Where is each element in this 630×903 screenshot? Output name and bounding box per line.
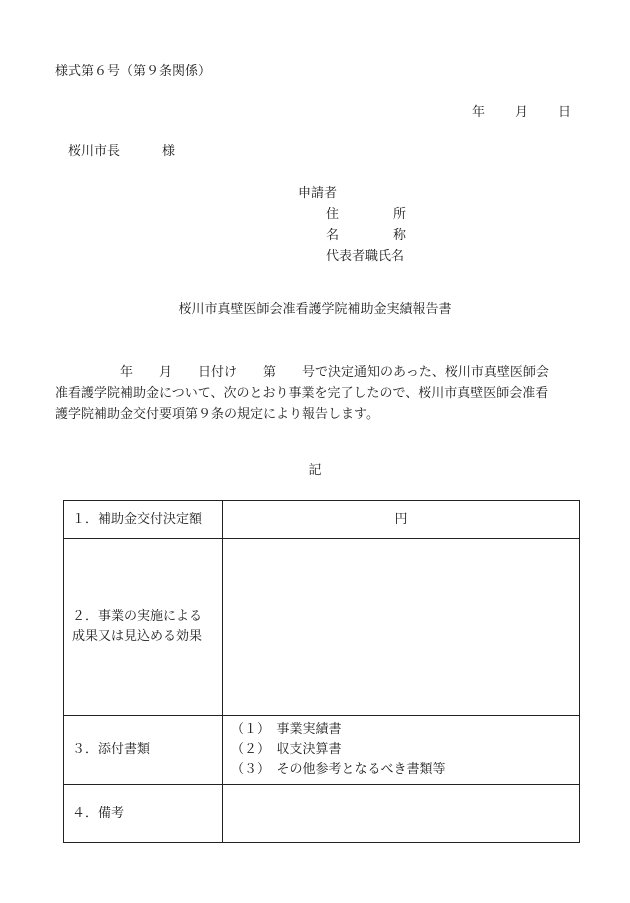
body-line-3: 護学院補助金交付要項第９条の規定により報告します。 (55, 407, 379, 422)
attachment-item: （３） その他参考となるべき書類等 (231, 762, 446, 777)
amount-value: 円 (223, 501, 580, 539)
ki-heading: 記 (308, 463, 322, 478)
effects-value (223, 539, 580, 716)
attachments-label: ３．添付書類 (64, 716, 223, 785)
table-row (64, 501, 580, 539)
addressee-honorific: 様 (162, 144, 176, 159)
form-number: 様式第６号（第９条関係） (55, 64, 212, 79)
date-year: 年 (472, 105, 486, 120)
table-row (64, 785, 580, 843)
table-row (64, 716, 580, 785)
applicant-block (298, 183, 406, 267)
date-month: 月 (515, 105, 529, 120)
addressee-name: 桜川市長 (68, 144, 121, 159)
attachment-item: （２） 収支決算書 (231, 742, 342, 757)
report-table (63, 500, 580, 843)
body-line-2: 准看護学院補助金について、次のとおり事業を完了したので、桜川市真壁医師会准看 (55, 386, 549, 401)
attachments-list (223, 716, 580, 785)
date-line (472, 105, 571, 121)
amount-label: １．補助金交付決定額 (64, 501, 223, 539)
attachment-item: （１） 事業実績書 (231, 722, 342, 737)
addressee (68, 144, 175, 160)
remarks-value (223, 785, 580, 843)
applicant-name-label: 名 称 (326, 228, 406, 243)
document-title: 桜川市真壁医師会准看護学院補助金実績報告書 (178, 302, 452, 317)
date-day: 日 (558, 105, 572, 120)
effects-label: ２．事業の実施による成果又は見込める効果 (64, 539, 223, 716)
applicant-address-label: 住 所 (326, 207, 406, 222)
applicant-label: 申請者 (298, 186, 338, 201)
remarks-label: ４．備考 (64, 785, 223, 843)
body-paragraph (55, 362, 585, 425)
body-line-1: 年 月 日付け 第 号で決定通知のあった、桜川市真壁医師会 (55, 365, 549, 380)
applicant-representative-label: 代表者職氏名 (326, 249, 405, 264)
table-row (64, 539, 580, 716)
